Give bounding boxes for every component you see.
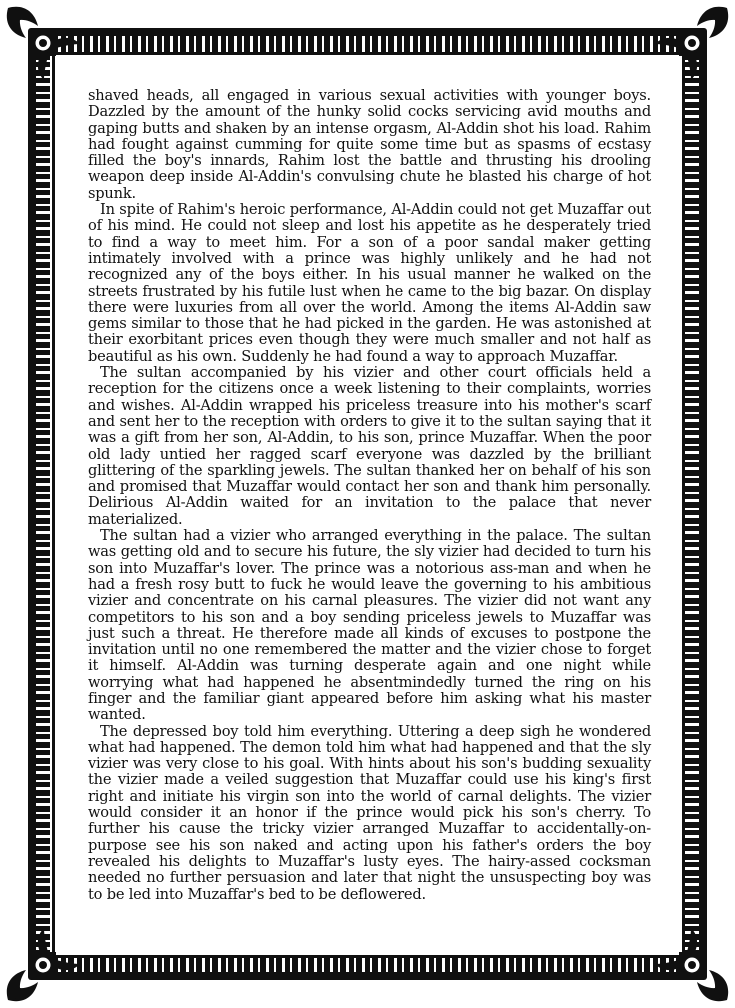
paragraph: The sultan accompanied by his vizier and other court officials held a reception for the citizens once a week listening to their complaints, worries and wishes. Al-Addin wrapped his priceless treasure into his mother's scarf and sent her to the reception with orders to give it to the sultan saying that it was a gift from her son, Al-Addin, to his son, prince Muzaffar. When the poor old lady untied her ragged scarf everyone was dazzled by the brilliant glittering of the sparkling jewels. The sultan thanked her on behalf of his son and promised that Muzaffar would contact her son and thank him personally. Delirious Al-Addin waited for an invitation to the palace that never materialized. [88,364,651,528]
fleur-de-lis-corner-icon [0,922,86,1008]
fleur-de-lis-corner-icon [0,0,86,86]
fleur-de-lis-corner-icon [649,0,735,86]
fleur-de-lis-corner-icon [649,922,735,1008]
paragraph: In spite of Rahim's heroic performance, Al-Addin could not get Muzaffar out of his mind. He could not sleep and lost his appetite as he desperately tried to find a way to meet him. For a son of a poor sandal maker getting intimately involved with a prince was highly unlikely and he had not recognized any of the boys either. In his usual manner he walked on the streets frustrated by his futile lust when he came to the big bazar. On display there were luxuries from all over the world. Among the items Al-Addin saw gems similar to those that he had picked in the garden. He was astonished at their exorbitant prices even though they were much smaller and not half as beautiful as his own. Suddenly he had found a way to approach Muzaffar. [88,201,651,365]
paragraph: The sultan had a vizier who arranged everything in the palace. The sultan was getting old and to secure his future, the sly vizier had decided to turn his son into Muzaffar's lover. The prince was a notorious ass-man and when he had a fresh rosy butt to fuck he would leave the governing to his ambitious vizier and concentrate on his carnal pleasures. The vizier did not want any competitors to his son and a boy sending priceless jewels to Muzaffar was just such a threat. He therefore made all kinds of excuses to postpone the invitation until no one remembered the matter and the vizier chose to forget it himself. Al-Addin was turning desperate again and one night while worrying what had happened he absentmindedly turned the ring on his finger and the familiar giant appeared before him asking what his master wanted. [88,527,651,724]
body-text [88,88,651,928]
paragraph: The depressed boy told him everything. Uttering a deep sigh he wondered what had happened. The demon told him what had happened and that the sly vizier was very close to his goal. With hints about his son's budding sexuality the vizier made a veiled suggestion that Muzaffar could use his king's first right and initiate his virgin son into the world of carnal delights. The vizier would consider it an honor if the prince would pick his son's cherry. To further his cause the tricky vizier arranged Muzaffar to accidentally-on-purpose see his son naked and acting upon his father's orders the boy revealed his delights to Muzaffar's lusty eyes. The hairy-assed cocksman needed no further persuasion and later that night the unsuspecting boy was to be led into Muzaffar's bed to be deflowered. [88,722,651,903]
paragraph: shaved heads, all engaged in various sexual activities with younger boys. Dazzled by the amount of the hunky solid cocks servicing avid mouths and gaping butts and shaken by an intense orgasm, Al-Addin shot his load. Rahim had fought against cumming for quite some time but as spasms of ecstasy filled the boy's innards, Rahim lost the battle and thrusting his drooling weapon deep inside Al-Addin's convulsing chute he blasted his charge of hot spunk. [88,87,651,202]
